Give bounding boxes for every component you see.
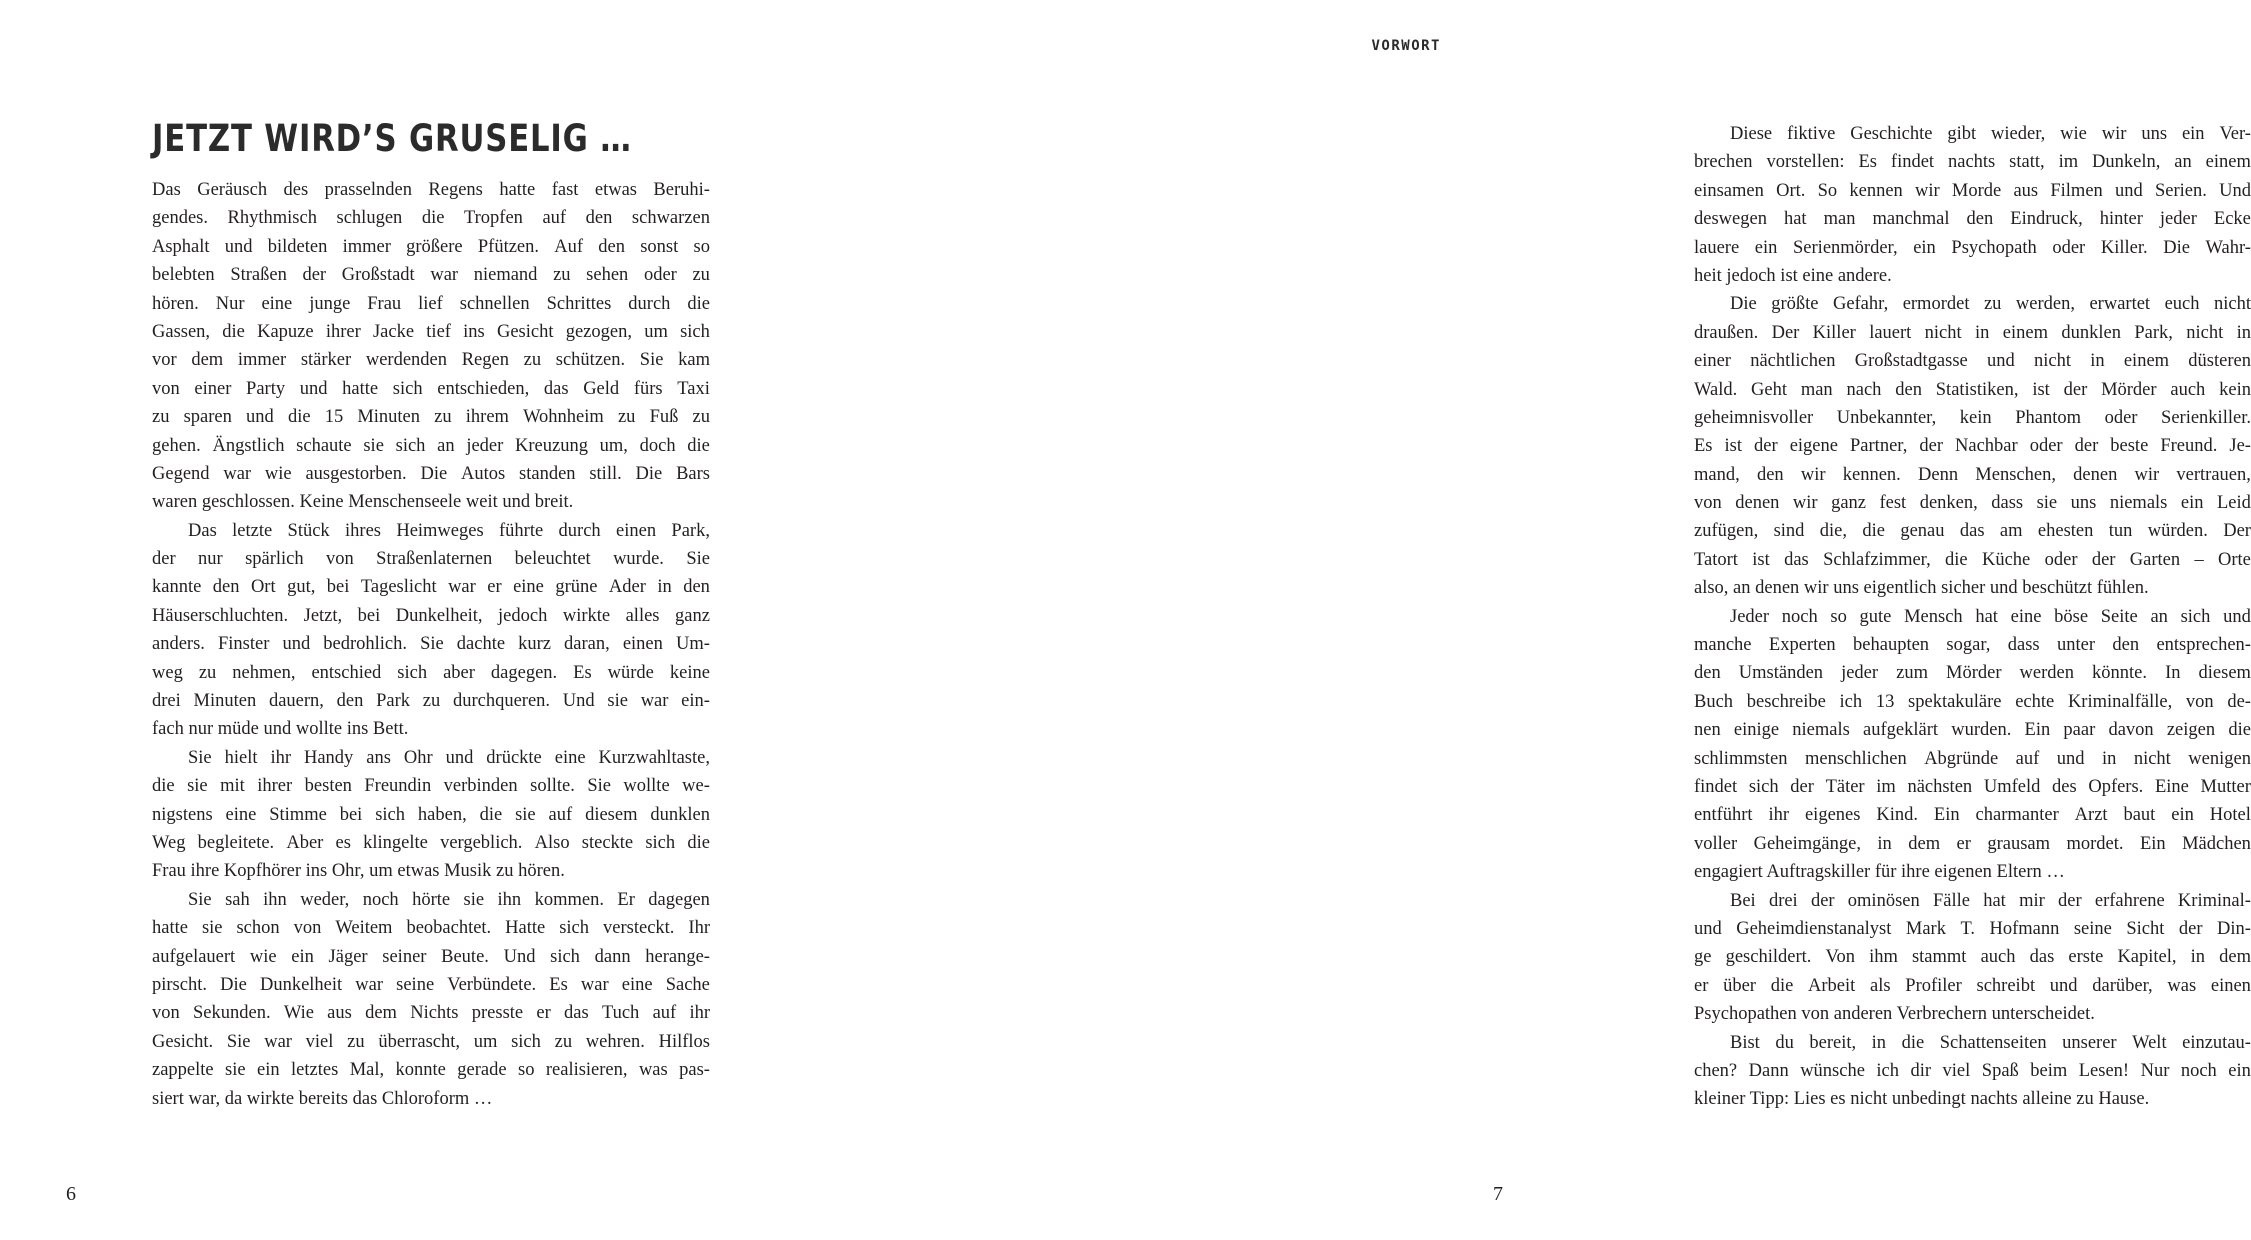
text-line: draußen. Der Killer lauert nicht in einem dunklen Park, nicht in <box>1694 322 2251 343</box>
running-head: VORWORT <box>1371 38 1441 54</box>
text-line: Sie hielt ihr Handy ans Ohr und drückte eine Kurzwahltaste, <box>188 747 710 768</box>
text-line: Häuserschluchten. Jetzt, bei Dunkelheit, jedoch wirkte alles ganz <box>152 605 710 626</box>
text-line: chen? Dann wünsche ich dir viel Spaß beim Lesen! Nur noch ein <box>1694 1060 2251 1081</box>
text-line: gendes. Rhythmisch schlugen die Tropfen auf den schwarzen <box>152 208 710 229</box>
left-body-text <box>152 176 710 1113</box>
text-line: also, an denen wir uns eigentlich sicher und beschützt fühlen. <box>1694 578 2149 599</box>
text-line: engagiert Auftragskiller für ihre eigenen Eltern … <box>1694 862 2065 883</box>
text-line: anders. Finster und bedrohlich. Sie dachte kurz daran, einen Um- <box>152 634 710 655</box>
text-line: Frau ihre Kopfhörer ins Ohr, um etwas Musik zu hören. <box>152 861 565 882</box>
text-line: ge geschildert. Von ihm stammt auch das erste Kapitel, in dem <box>1694 947 2251 968</box>
text-line: Asphalt und bildeten immer größere Pfützen. Auf den sonst so <box>152 236 710 257</box>
text-line: von Sekunden. Wie aus dem Nichts presste er das Tuch auf ihr <box>152 1003 710 1024</box>
right-body-text <box>1694 120 2251 1114</box>
text-line: gehen. Ängstlich schaute sie sich an jeder Kreuzung um, doch die <box>152 435 710 456</box>
text-line: einer nächtlichen Großstadtgasse und nicht in einem düsteren <box>1694 351 2251 372</box>
text-line: drei Minuten dauern, den Park zu durchqueren. Und sie war ein- <box>152 691 710 712</box>
text-line: Gesicht. Sie war viel zu überrascht, um sich zu wehren. Hilflos <box>152 1031 710 1052</box>
text-line: manche Experten behaupten sogar, dass unter den entsprechen- <box>1694 635 2251 656</box>
page-number-right: 7 <box>1493 1183 1503 1205</box>
text-line: weg zu nehmen, entschied sich aber dagegen. Es würde keine <box>152 662 710 683</box>
left-page <box>0 0 797 1240</box>
text-line: voller Geheimgänge, in dem er grausam mordet. Ein Mädchen <box>1694 833 2251 854</box>
text-line: Das letzte Stück ihres Heimweges führte durch einen Park, <box>188 520 710 541</box>
text-line: die sie mit ihrer besten Freundin verbinden sollte. Sie wollte we- <box>152 776 710 797</box>
text-line: Weg begleitete. Aber es klingelte vergeblich. Also steckte sich die <box>152 832 710 853</box>
text-line: und Geheimdienstanalyst Mark T. Hofmann seine Sicht der Din- <box>1694 918 2251 939</box>
text-line: einsamen Ort. So kennen wir Morde aus Filmen und Serien. Und <box>1694 180 2251 201</box>
text-line: Buch beschreibe ich 13 spektakuläre echte Kriminalfälle, von de- <box>1694 691 2251 712</box>
text-line: Diese fiktive Geschichte gibt wieder, wie wir uns ein Ver- <box>1730 124 2251 144</box>
text-line: Gegend war wie ausgestorben. Die Autos standen still. Die Bars <box>152 463 710 484</box>
text-line: zufügen, sind die, die genau das am ehesten tun würden. Der <box>1694 521 2251 542</box>
text-line: hören. Nur eine junge Frau lief schnellen Schrittes durch die <box>152 293 710 314</box>
text-line: von einer Party und hatte sich entschieden, das Geld fürs Taxi <box>152 378 710 399</box>
text-line: schlimmsten menschlichen Abgründe auf und in nicht wenigen <box>1694 748 2251 769</box>
text-line: fach nur müde und wollte ins Bett. <box>152 719 409 740</box>
text-line: Das Geräusch des prasselnden Regens hatte fast etwas Beruhi- <box>152 180 710 200</box>
text-line: waren geschlossen. Keine Menschenseele weit und breit. <box>152 492 574 513</box>
text-line: er über die Arbeit als Profiler schreibt und darüber, was einen <box>1694 975 2251 996</box>
chapter-title: JETZT WIRD’S GRUSELIG … <box>152 117 632 160</box>
text-line: deswegen hat man manchmal den Eindruck, hinter jeder Ecke <box>1694 209 2251 230</box>
text-line: findet sich der Täter im nächsten Umfeld des Opfers. Eine Mutter <box>1694 776 2251 797</box>
text-line: Sie sah ihn weder, noch hörte sie ihn kommen. Er dagegen <box>188 889 710 910</box>
text-line: nigstens eine Stimme bei sich haben, die sie auf diesem dunklen <box>152 804 710 825</box>
text-line: Bei drei der ominösen Fälle hat mir der erfahrene Kriminal- <box>1730 890 2251 911</box>
text-line: Es ist der eigene Partner, der Nachbar oder der beste Freund. Je- <box>1694 436 2251 457</box>
text-line: Psychopathen von anderen Verbrechern unterscheidet. <box>1694 1004 2095 1025</box>
text-line: Gassen, die Kapuze ihrer Jacke tief ins Gesicht gezogen, um sich <box>152 321 710 342</box>
text-line: Wald. Geht man nach den Statistiken, ist der Mörder auch kein <box>1694 379 2251 400</box>
text-line: aufgelauert wie ein Jäger seiner Beute. Und sich dann herange- <box>152 946 710 967</box>
text-line: Die größte Gefahr, ermordet zu werden, erwartet euch nicht <box>1730 294 2251 315</box>
text-line: der nur spärlich von Straßenlaternen beleuchtet wurde. Sie <box>152 549 710 570</box>
text-line: hatte sie schon von Weitem beobachtet. Hatte sich versteckt. Ihr <box>152 918 710 939</box>
text-line: kannte den Ort gut, bei Tageslicht war er eine grüne Ader in den <box>152 577 710 598</box>
text-line: Tatort ist das Schlafzimmer, die Küche oder der Garten – Orte <box>1694 549 2251 570</box>
text-line: entführt ihr eigenes Kind. Ein charmanter Arzt baut ein Hotel <box>1694 805 2251 826</box>
text-line: siert war, da wirkte bereits das Chloroform … <box>152 1088 493 1109</box>
text-line: zu sparen und die 15 Minuten zu ihrem Wohnheim zu Fuß zu <box>152 407 710 428</box>
text-line: den Umständen jeder zum Mörder werden könnte. In diesem <box>1694 663 2251 684</box>
text-line: heit jedoch ist eine andere. <box>1694 265 1892 286</box>
text-line: Bist du bereit, in die Schattenseiten unserer Welt einzutau- <box>1730 1032 2251 1053</box>
text-line: brechen vorstellen: Es findet nachts statt, im Dunkeln, an einem <box>1694 152 2251 173</box>
text-line: lauere ein Serienmörder, ein Psychopath oder Killer. Die Wahr- <box>1694 237 2251 258</box>
page-number-left: 6 <box>66 1183 76 1205</box>
text-line: Jeder noch so gute Mensch hat eine böse Seite an sich und <box>1730 606 2251 627</box>
text-line: zappelte sie ein letztes Mal, konnte gerade so realisieren, was pas- <box>152 1060 710 1081</box>
text-line: belebten Straßen der Großstadt war niemand zu sehen oder zu <box>152 265 710 286</box>
text-line: mand, den wir kennen. Denn Menschen, denen wir vertrauen, <box>1694 464 2251 485</box>
text-line: kleiner Tipp: Lies es nicht unbedingt nachts alleine zu Hause. <box>1694 1089 2150 1110</box>
text-line: geheimnisvoller Unbekannter, kein Phantom oder Serienkiller. <box>1694 407 2251 428</box>
text-line: nen einige niemals aufgeklärt wurden. Ein paar davon zeigen die <box>1694 720 2251 741</box>
text-line: von denen wir ganz fest denken, dass sie uns niemals ein Leid <box>1694 493 2251 514</box>
text-line: pirscht. Die Dunkelheit war seine Verbündete. Es war eine Sache <box>152 974 710 995</box>
text-line: vor dem immer stärker werdenden Regen zu schützen. Sie kam <box>152 350 710 371</box>
right-page <box>797 0 2251 1240</box>
